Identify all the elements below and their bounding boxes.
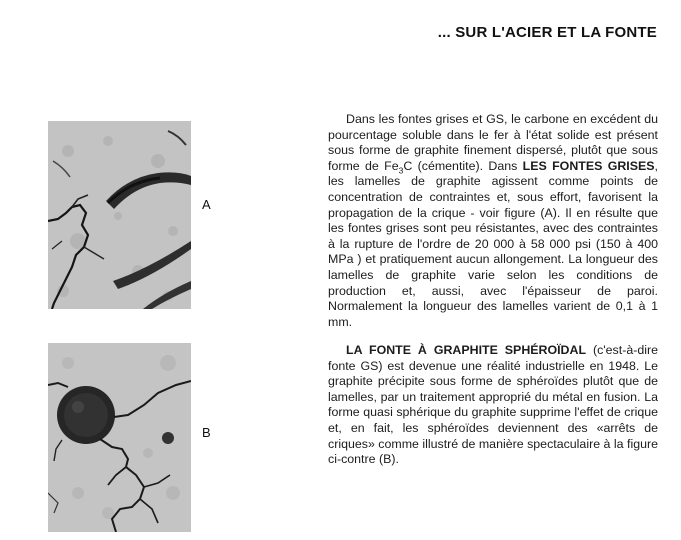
page-title: ... SUR L'ACIER ET LA FONTE: [437, 24, 657, 41]
p1-text-part-2: C (cémentite). Dans: [403, 158, 523, 173]
p1-text-part-3: , les lamelles de graphite agissent comme points de concentration de contraintes et, sous effort, favorisent la propagation de la crique - voir figure (A). Il en résulte que les fontes grises sont peu résistantes, avec des contraintes à la rupture de l'ordre de 20 000 à 58 000 psi (150 à 400 MPa ) et pratiquement aucun allongement. La longueur des lamelles de graphite varie selon les conditions de production et, aussi, avec l'épaisseur de paroi. Normalement la longueur des lamelles varient de 0,1 à 1 mm.: [328, 158, 658, 329]
paragraph-ductile-iron: [328, 343, 658, 468]
micrograph-b-image: [48, 343, 191, 532]
p2-text-part-1: (c'est-à-dire fonte GS) est devenue une réalité industrielle en 1948. Le graphite précipite sous forme de sphéroïdes plutôt que de lamelles, par un traitement approprié du métal en fusion. La forme quasi sphérique du graphite supprime l'effet de crique et, en fait, les sphéroïdes deviennent des «arrêts de criques» comme illustré de manière spectaculaire à la figure ci-contre (B).: [328, 343, 658, 467]
paragraph-2-text: [328, 343, 658, 468]
p2-keyword: LA FONTE À GRAPHITE SPHÉROÏDAL: [346, 343, 587, 357]
micrograph-gray-iron: [48, 121, 191, 309]
p1-subscript: 3: [398, 165, 404, 176]
micrograph-a-image: [48, 121, 191, 309]
paragraph-1-text: [328, 112, 658, 330]
paragraph-gray-iron: [328, 112, 658, 330]
p1-text-part-1: Dans les fontes grises et GS, le carbone en excédent du pourcentage soluble dans le fer à l'état solide est présent sous forme de graphite finement dispersé, plutôt que sous forme de Fe: [328, 112, 658, 173]
figure-a-label: A: [202, 197, 211, 212]
p1-keyword: LES FONTES GRISES: [522, 158, 655, 173]
figure-b-label: B: [202, 425, 211, 440]
micrograph-ductile-iron: [48, 343, 191, 532]
